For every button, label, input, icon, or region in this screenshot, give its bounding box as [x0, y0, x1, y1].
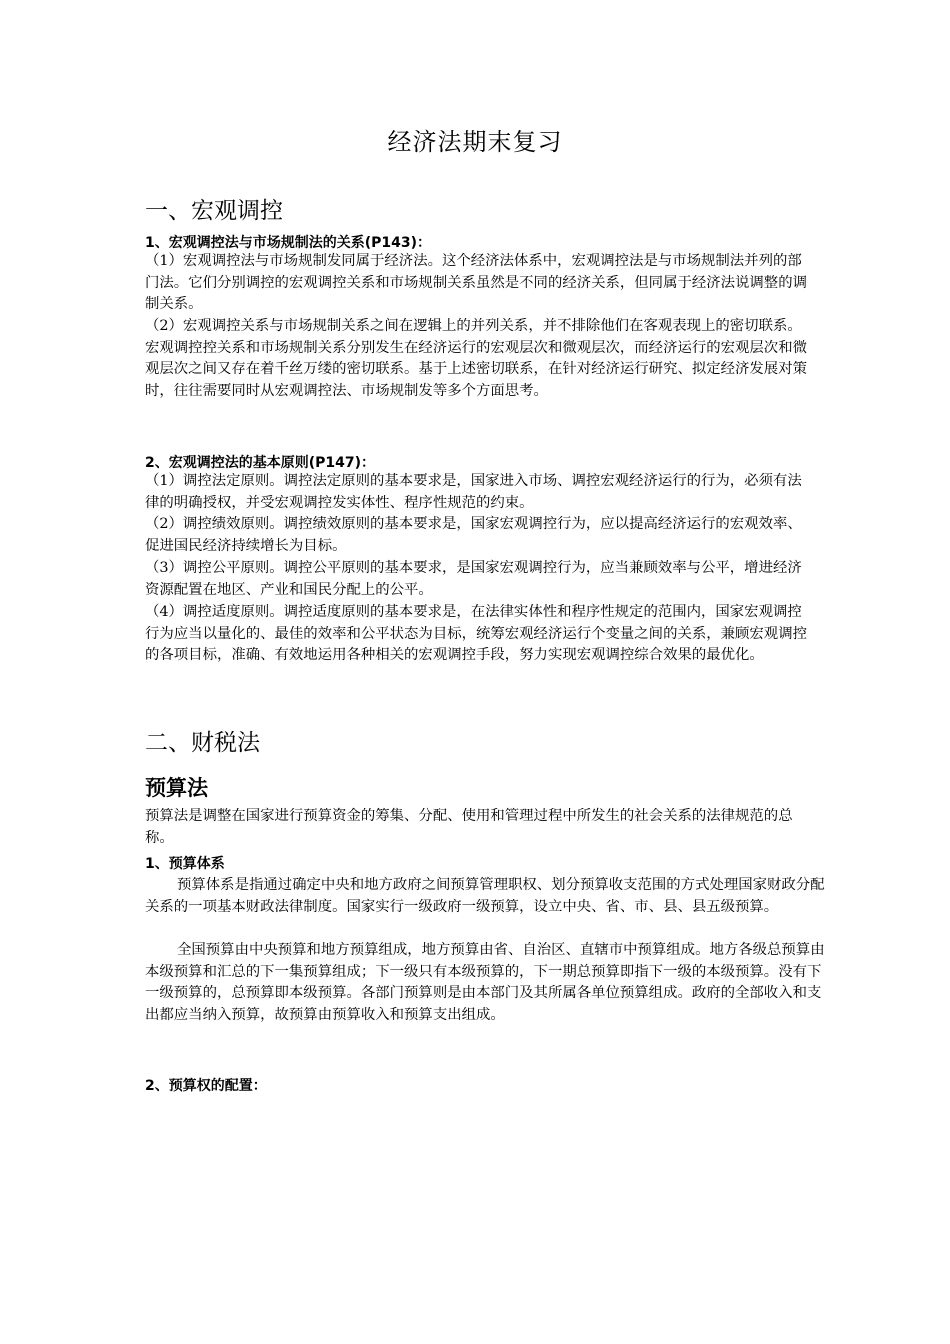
document-title: 经济法期末复习: [387, 128, 563, 156]
section-heading-fiscal-tax: 二、财税法: [145, 730, 260, 756]
paragraph: （2）宏观调控关系与市场规制关系之间在逻辑上的并列关系，并不排除他们在客观表现上的密切联系。宏观调控控关系和市场规制关系分别发生在经济运行的宏观层次和微观层次，而经济运行的宏观层次和微观层次之间又存在着千丝万缕的密切联系。基于上述密切联系，在针对经济运行研究、拟定经济发展对策时，往往需要同时从宏观调控法、市场规制发等多个方面思考。: [145, 318, 807, 399]
subsection-heading-budget-power: 2、预算权的配置：: [145, 1078, 267, 1094]
paragraph: 预算法是调整在国家进行预算资金的筹集、分配、使用和管理过程中所发生的社会关系的法律规范的总称。: [145, 808, 793, 846]
paragraph: （2）调控绩效原则。调控绩效原则的基本要求是，国家宏观调控行为，应以提高经济运行的宏观效率、促进国民经济持续增长为目标。: [145, 516, 802, 554]
paragraph: 全国预算由中央预算和地方预算组成，地方预算由省、自治区、直辖市中预算组成。地方各级总预算由本级预算和汇总的下一集预算组成；下一级只有本级预算的，下一期总预算即指下一级的本级预算。没有下一级预算的，总预算即本级预算。各部门预算则是由本部门及其所属各单位预算组成。政府的全部收入和支出都应当纳入预算，故预算由预算收入和预算支出组成。: [145, 942, 825, 1023]
subsection-heading-budget-law: 预算法: [145, 776, 208, 800]
paragraph: （3）调控公平原则。调控公平原则的基本要求，是国家宏观调控行为，应当兼顾效率与公平，增进经济资源配置在地区、产业和国民分配上的公平。: [145, 560, 802, 598]
subsection-heading-principles: 2、宏观调控法的基本原则(P147)：: [145, 455, 376, 471]
subsection-heading-budget-system: 1、预算体系: [145, 856, 225, 872]
paragraph: （1）调控法定原则。调控法定原则的基本要求是，国家进入市场、调控宏观经济运行的行为，必须有法律的明确授权，并受宏观调控发实体性、程序性规范的约束。: [145, 473, 802, 511]
subsection-heading-relationship: 1、宏观调控法与市场规制法的关系(P143)：: [145, 235, 432, 251]
paragraph: （1）宏观调控法与市场规制发同属于经济法。这个经济法体系中，宏观调控法是与市场规制法并列的部门法。它们分别调控的宏观调控关系和市场规制关系虽然是不同的经济关系，但同属于经济法说调整的调制关系。: [145, 253, 807, 312]
section-heading-macro-control: 一、宏观调控: [145, 198, 283, 224]
paragraph: （4）调控适度原则。调控适度原则的基本要求是，在法律实体性和程序性规定的范围内，国家宏观调控行为应当以量化的、最佳的效率和公平状态为目标，统筹宏观经济运行个变量之间的关系，兼顾宏观调控的各项目标，准确、有效地运用各种相关的宏观调控手段，努力实现宏观调控综合效果的最优化。: [145, 604, 807, 663]
paragraph: 预算体系是指通过确定中央和地方政府之间预算管理职权、划分预算收支范围的方式处理国家财政分配关系的一项基本财政法律制度。国家实行一级政府一级预算，设立中央、省、市、县、县五级预算。: [145, 877, 825, 915]
